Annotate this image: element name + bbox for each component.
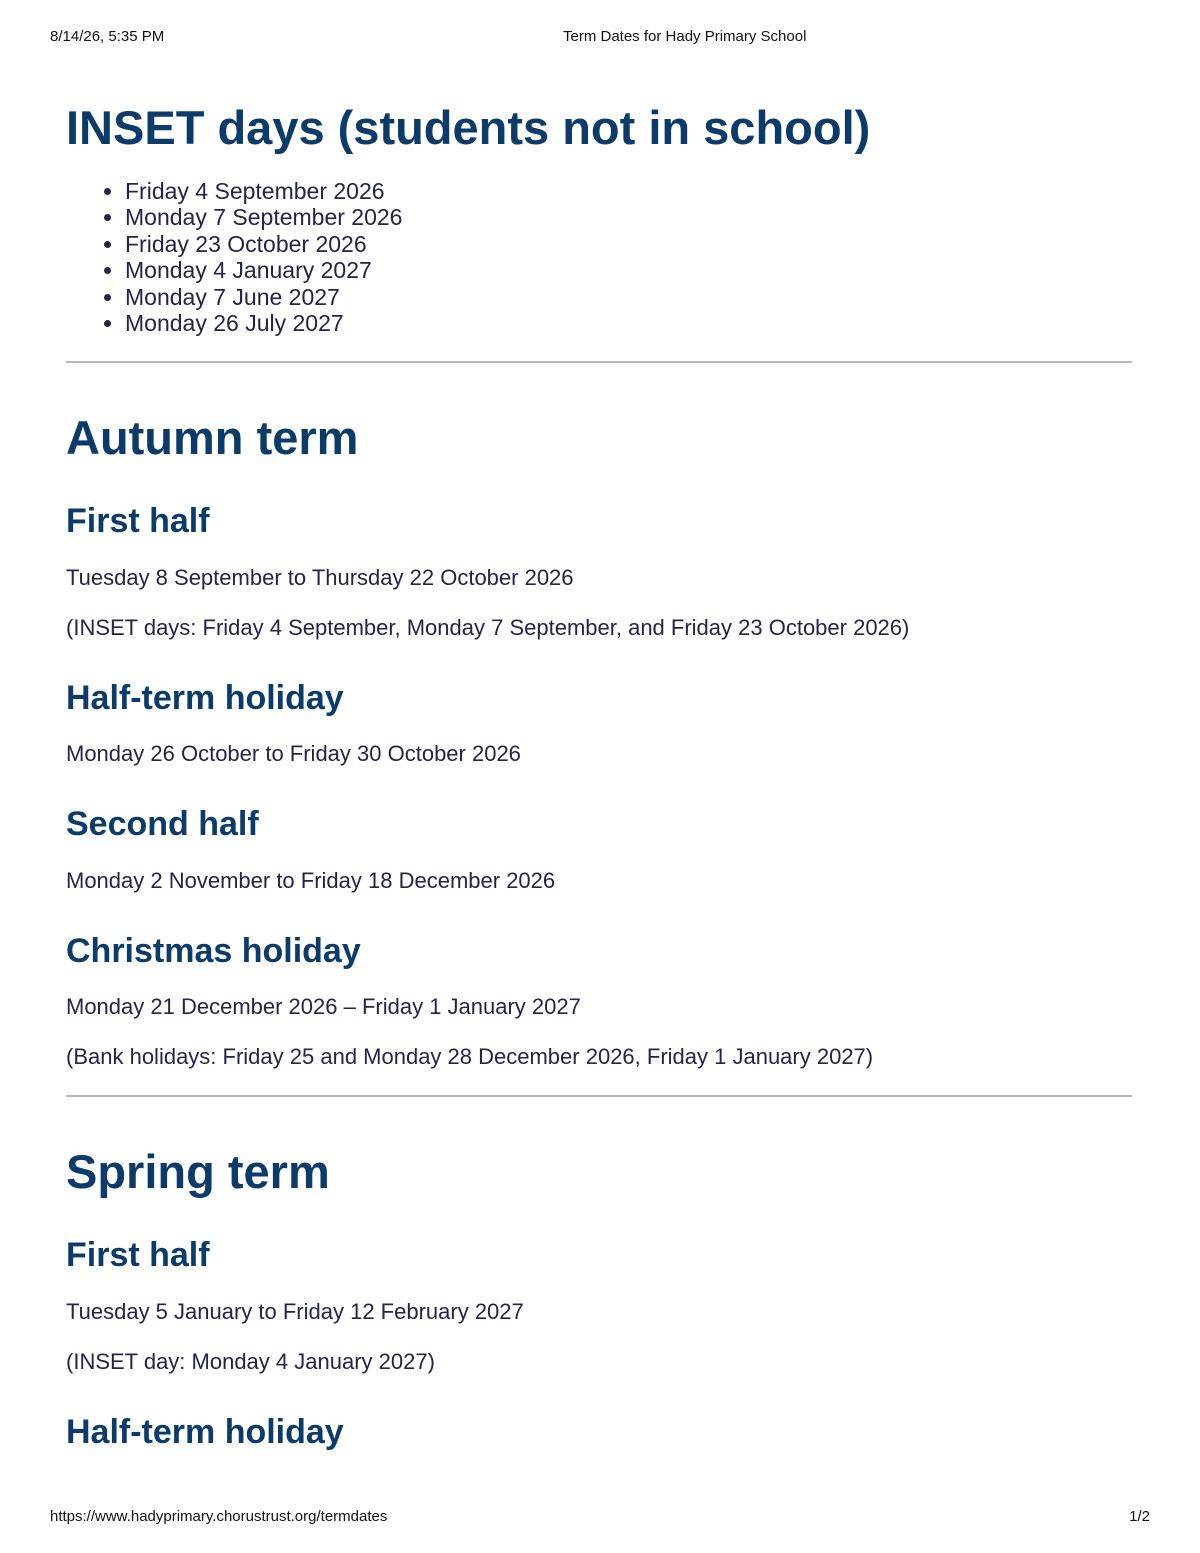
- inset-days-list: [66, 178, 402, 336]
- print-page-number: 1/2: [1129, 1508, 1150, 1525]
- list-item: • Monday 7 June 2027: [125, 284, 402, 310]
- list-item: • Monday 7 September 2026: [125, 204, 402, 230]
- autumn-half-term-dates: Monday 26 October to Friday 30 October 2026: [66, 741, 521, 766]
- print-footer: [50, 1508, 1150, 1528]
- section-divider: [66, 361, 1132, 363]
- spring-first-half-inset-note: (INSET day: Monday 4 January 2027): [66, 1349, 435, 1374]
- list-item: • Friday 23 October 2026: [125, 231, 402, 257]
- autumn-half-term-heading: Half-term holiday: [66, 679, 344, 717]
- spring-first-half-dates: Tuesday 5 January to Friday 12 February 2027: [66, 1299, 524, 1324]
- print-page-title: Term Dates for Hady Primary School: [563, 28, 807, 45]
- spring-term-heading: Spring term: [66, 1145, 330, 1198]
- autumn-first-half-dates: Tuesday 8 September to Thursday 22 October 2026: [66, 565, 574, 590]
- spring-half-term-heading: Half-term holiday: [66, 1413, 344, 1451]
- list-item: • Friday 4 September 2026: [125, 178, 402, 204]
- inset-days-heading: INSET days (students not in school): [66, 101, 871, 154]
- autumn-second-half-dates: Monday 2 November to Friday 18 December 2026: [66, 868, 556, 893]
- print-url: https://www.hadyprimary.chorustrust.org/termdates: [50, 1508, 388, 1525]
- list-item: • Monday 26 July 2027: [125, 310, 402, 336]
- section-divider: [66, 1095, 1132, 1097]
- christmas-bank-holidays-note: (Bank holidays: Friday 25 and Monday 28 December 2026, Friday 1 January 2027): [66, 1044, 874, 1069]
- christmas-holiday-dates: Monday 21 December 2026 – Friday 1 January 2027: [66, 994, 581, 1019]
- print-header: [50, 28, 1150, 48]
- autumn-second-half-heading: Second half: [66, 805, 259, 843]
- autumn-first-half-heading: First half: [66, 502, 210, 540]
- list-item: • Monday 4 January 2027: [125, 257, 402, 283]
- spring-first-half-heading: First half: [66, 1236, 210, 1274]
- christmas-holiday-heading: Christmas holiday: [66, 932, 361, 970]
- print-datetime: 8/14/26, 5:35 PM: [50, 28, 165, 45]
- autumn-term-heading: Autumn term: [66, 411, 359, 464]
- autumn-first-half-inset-note: (INSET days: Friday 4 September, Monday 7 September, and Friday 23 October 2026): [66, 615, 910, 640]
